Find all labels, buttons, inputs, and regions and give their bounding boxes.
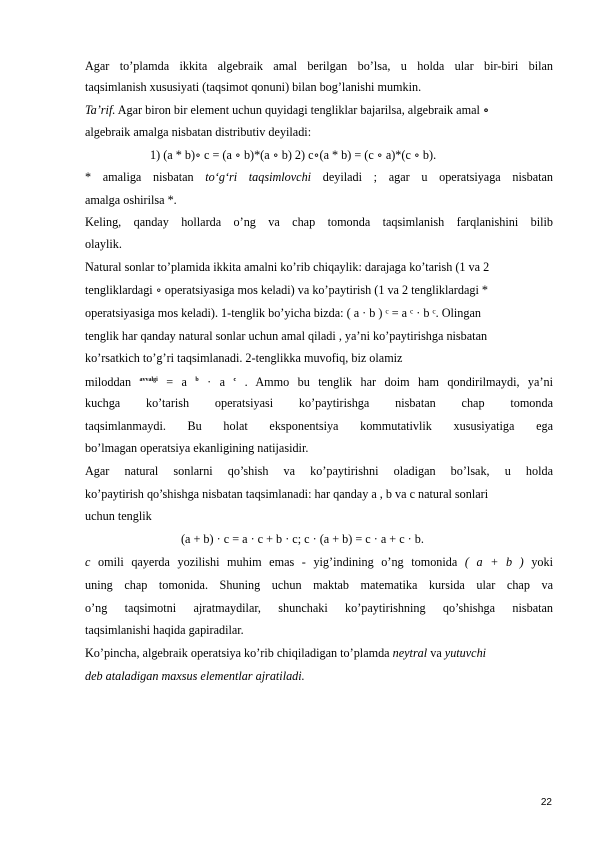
italic-term: neytral <box>392 646 428 660</box>
text-span: . Ammo bu tenglik har doim ham qondirilmaydi, ya’ni <box>236 375 553 389</box>
italic-term: to‘g‘ri taqsimlovchi <box>205 170 312 184</box>
superscript: b <box>195 377 199 383</box>
paragraph-line: tengliklardagi ∘ operatsiyasiga mos keladi) va ko’paytirish (1 va 2 tengliklardagi * <box>85 283 488 297</box>
text-span: Ko’pincha, algebraik operatsiya ko’rib chiqiladigan to’plamda <box>85 646 393 660</box>
italic-variable: c <box>85 555 91 569</box>
paragraph-line: Agar natural sonlarni qo’shish va ko’paytirishni oladigan bo’lsak, u holda <box>85 464 553 478</box>
paragraph-line <box>85 169 553 185</box>
italic-term: yutuvchi <box>444 646 487 660</box>
superscript: avvalgi <box>139 377 158 383</box>
paragraph-line: operatsiyasiga mos keladi). 1-tenglik bo’yicha bizda: ( a · b ) ᶜ = a ᶜ · b ᶜ. Olingan <box>85 306 481 320</box>
paragraph-line: taqsimlanmaydi. Bu holat eksponentsiya kommutativlik xususiyatiga ega <box>85 419 553 433</box>
paragraph-line: ko’rsatkich to’g’ri taqsimlanadi. 2-tenglikka muvofiq, biz olamiz <box>85 351 403 365</box>
paragraph-line: amalga oshirilsa *. <box>85 193 177 207</box>
paragraph-line: bo’lmagan operatsiya ekanligining natijasidir. <box>85 441 309 455</box>
formula-line: 1) (a * b)∘ c = (a ∘ b)*(a ∘ b) 2) c∘(a * b) = (c ∘ a)*(c ∘ b). <box>150 148 437 162</box>
page-number: 22 <box>540 797 552 808</box>
superscript: c <box>233 377 237 383</box>
text-span: yoki <box>523 555 554 569</box>
definition-text: Agar biron bir element uchun quyidagi tengliklar bajarilsa, algebraik amal <box>115 103 483 117</box>
paragraph-line: olaylik. <box>85 237 122 251</box>
text-span: miloddan <box>85 375 140 389</box>
paragraph-line: o’ng taqsimotni ajratmaydilar, shunchaki ko’paytirishning qo’shishga nisbatan <box>85 601 553 615</box>
text-span: = a <box>157 375 196 389</box>
text-span: · a <box>198 375 234 389</box>
paragraph-line <box>85 645 553 661</box>
definition-term: Ta’rif. <box>85 103 116 117</box>
italic-expression: ( a + b ) <box>464 555 524 569</box>
paragraph-line: deb ataladigan maxsus elementlar ajratiladi. <box>85 669 305 683</box>
paragraph-line <box>85 554 553 570</box>
paragraph-line: uning chap tomonida. Shuning uchun maktab matematika kursida ular chap va <box>85 578 553 592</box>
paragraph-line: Agar to’plamda ikkita algebraik amal berilgan bo’lsa, u holda ular bir-biri bilan <box>85 59 553 73</box>
paragraph-line: Natural sonlar to’plamida ikkita amalni ko’rib chiqaylik: darajaga ko’tarish (1 va 2 <box>85 260 490 274</box>
paragraph-line: algebraik amalga nisbatan distributiv deyiladi: <box>85 125 312 139</box>
text-span: * amaliga nisbatan <box>85 170 206 184</box>
paragraph-line: ko’paytirish qo’shishga nisbatan taqsimlanadi: har qanday a , b va c natural sonlari <box>85 487 489 501</box>
text-span: va <box>427 646 445 660</box>
paragraph-line: taqsimlanish xususiyati (taqsimot qonuni) bilan bog’lanishi mumkin. <box>85 80 422 94</box>
text-span: deyiladi ; agar u operatsiyaga nisbatan <box>311 170 553 184</box>
paragraph-line: kuchga ko’tarish operatsiyasi ko’paytirishga nisbatan chap tomonda <box>85 396 553 410</box>
paragraph-line: taqsimlanishi haqida gapiradilar. <box>85 623 244 637</box>
definition-line <box>85 102 553 118</box>
paragraph-line: uchun tenglik <box>85 509 152 523</box>
operation-symbol: ∘ <box>482 103 490 117</box>
formula-line: (a + b) · c = a · c + b · c; c · (a + b) = c · a + c · b. <box>181 532 424 546</box>
text-span: omili qayerda yozilishi muhim emas - yig’indining o’ng tomonida <box>90 555 465 569</box>
paragraph-line: tenglik har qanday natural sonlar uchun amal qiladi , ya’ni ko’paytirishga nisbatan <box>85 329 488 343</box>
paragraph-line: Keling, qanday hollarda o’ng va chap tomonda taqsimlanish farqlanishini bilib <box>85 215 553 229</box>
paragraph-line <box>85 372 553 390</box>
